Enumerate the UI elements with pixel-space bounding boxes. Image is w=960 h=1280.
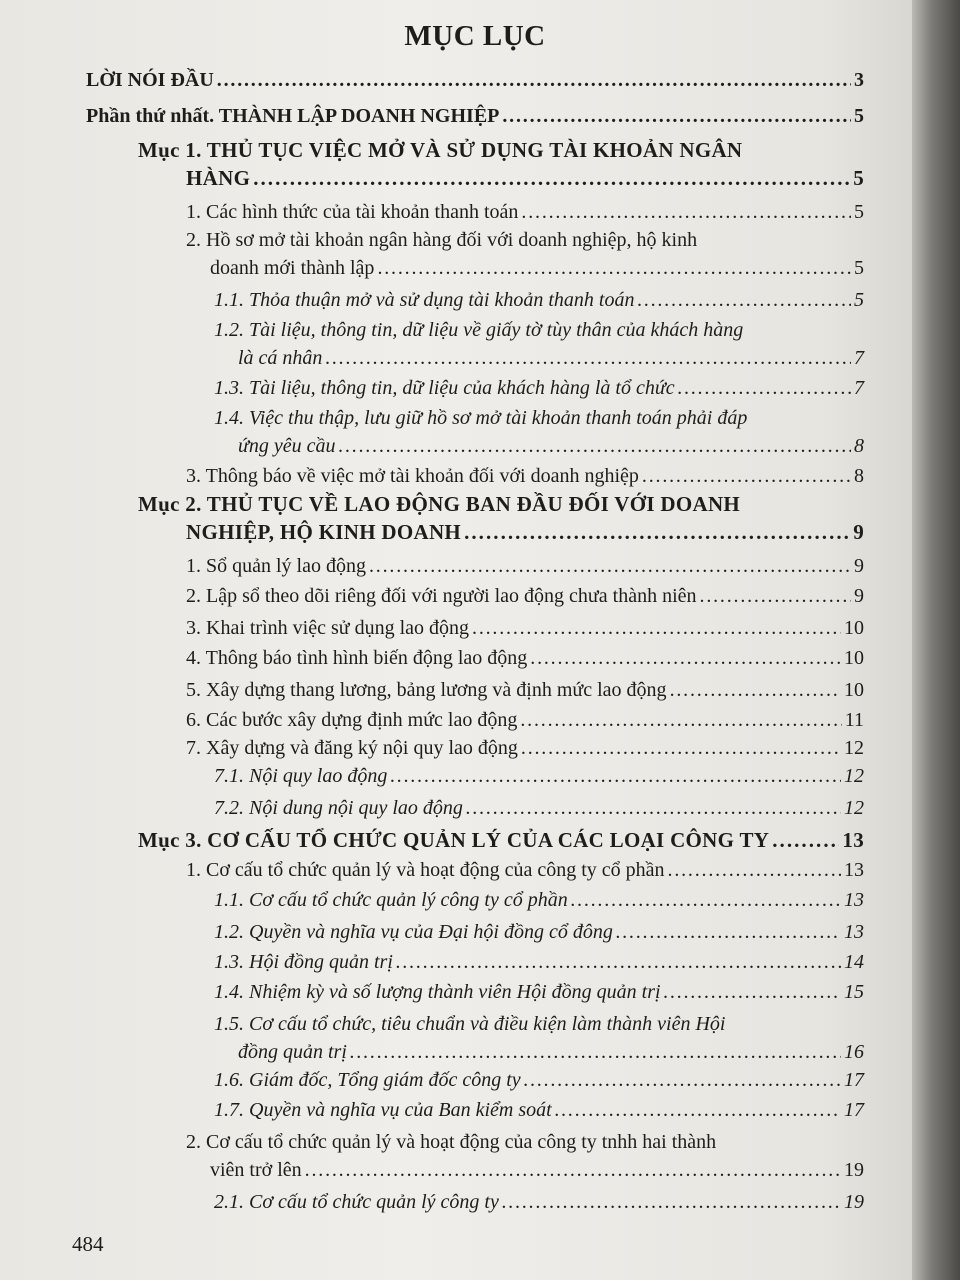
dot-leader [521,198,851,226]
dot-leader [521,734,841,762]
toc-page-number: 16 [844,1041,864,1063]
toc-entry [214,794,864,822]
toc-entry [138,490,864,546]
toc-page-number: 14 [844,951,864,973]
toc-entry-line [214,1010,864,1038]
toc-entry-line [186,706,864,734]
toc-entry [214,1096,864,1124]
toc-entry-line [214,1038,864,1066]
toc-entry [214,1066,864,1094]
toc-entry-title: 6. Các bước xây dựng định mức lao động [186,709,518,731]
toc-page-number: 15 [844,981,864,1003]
toc-entry-line [138,164,864,192]
toc-entry-line [214,886,864,914]
toc-entry-line [214,1096,864,1124]
toc-entry-line [186,254,864,282]
toc-page-number: 7 [854,377,864,399]
toc-entry [214,978,864,1006]
toc-entry-title: 1.4. Nhiệm kỳ và số lượng thành viên Hội đồng quản trị [214,981,661,1003]
dot-leader [377,254,851,282]
toc-entry-line [186,734,864,762]
dot-leader [253,164,850,192]
toc-entry-line [214,978,864,1006]
toc-entry-title: 7.1. Nội quy lao động [214,765,388,787]
toc-entry-line [138,826,864,854]
dot-leader [466,794,841,822]
toc-entry-title: 2.1. Cơ cấu tổ chức quản lý công ty [214,1191,499,1213]
toc-entry-line [214,344,864,372]
toc-entry-title: Mục 1. THỦ TỤC VIỆC MỞ VÀ SỬ DỤNG TÀI KHOẢN NGÂN [138,138,743,162]
toc-entry-line [86,102,864,130]
toc-entry-line [186,198,864,226]
toc-entry-title: doanh mới thành lập [210,257,375,279]
toc-entry-line [214,432,864,460]
toc-entry-title: 5. Xây dựng thang lương, bảng lương và định mức lao động [186,679,667,701]
dot-leader [555,1096,841,1124]
toc-page-number: 3 [854,69,864,91]
toc-entry [186,462,864,490]
toc-entry-title: 1.1. Cơ cấu tổ chức quản lý công ty cổ phần [214,889,568,911]
toc-entry-line [214,762,864,790]
toc-entry-title: ứng yêu cầu [238,435,336,457]
dot-leader [305,1156,841,1184]
dot-leader [472,614,841,642]
toc-entry-title: 1.5. Cơ cấu tổ chức, tiêu chuẩn và điều kiện làm thành viên Hội [214,1013,726,1035]
dot-leader [464,518,850,546]
toc-entry-title: 1.3. Tài liệu, thông tin, dữ liệu của khách hàng là tổ chức [214,377,675,399]
toc-entry [186,856,864,884]
toc-page-number: 5 [854,201,864,223]
toc-page-number: 10 [844,617,864,639]
toc-entry-title: 2. Hồ sơ mở tài khoản ngân hàng đối với doanh nghiệp, hộ kinh [186,229,698,251]
toc-page-number: 8 [854,435,864,457]
toc-entry [186,552,864,580]
toc-entry-line [186,1128,864,1156]
toc-entry-line [86,66,864,94]
toc-entry [214,404,864,460]
toc-page-number: 17 [844,1069,864,1091]
toc-page-number: 12 [844,797,864,819]
toc-entry [214,1010,864,1066]
page-number: 484 [72,1232,104,1256]
toc-entry-line [214,374,864,402]
dot-leader [369,552,851,580]
toc-entry [214,762,864,790]
toc-page-number: 13 [844,889,864,911]
toc-page-number: 10 [844,679,864,701]
toc-entry-title: 1.1. Thỏa thuận mở và sử dụng tài khoản thanh toán [214,289,635,311]
toc-entry-line [186,582,864,610]
toc-entry [138,826,864,854]
toc-entry-title: HÀNG [186,166,251,190]
toc-entry-title: 7.2. Nội dung nội quy lao động [214,797,463,819]
toc-entry-title: viên trở lên [210,1159,302,1181]
toc-entry-line [186,462,864,490]
toc-page-number: 7 [854,347,864,369]
dot-leader [642,462,851,490]
dot-leader [339,432,851,460]
toc-entry [214,1188,864,1216]
toc-entry [214,918,864,946]
toc-page-number: 9 [854,585,864,607]
toc-entry-title: 1.7. Quyền và nghĩa vụ của Ban kiểm soát [214,1099,552,1121]
toc-entry-title: 3. Khai trình việc sử dụng lao động [186,617,470,639]
toc-page-number: 11 [844,709,864,731]
toc-page-number: 9 [854,555,864,577]
toc-entry-line [214,286,864,314]
toc-entry [214,374,864,402]
toc-page-number: 17 [844,1099,864,1121]
toc-entry-title: 1. Các hình thức của tài khoản thanh toán [186,201,519,223]
dot-leader [396,948,841,976]
toc-entry [186,198,864,226]
toc-entry [214,316,864,372]
toc-page-number: 9 [853,520,864,544]
toc-entry-title: 1.3. Hội đồng quản trị [214,951,393,973]
toc-entry-title: là cá nhân [238,347,323,369]
toc-entry-title: 4. Thông báo tình hình biến động lao động [186,647,528,669]
toc-entry-title: 3. Thông báo về việc mở tài khoản đối với doanh nghiệp [186,465,639,487]
dot-leader [217,66,851,94]
dot-leader [530,644,841,672]
toc-page-number: 19 [844,1159,864,1181]
toc-entry-title: 1.4. Việc thu thập, lưu giữ hồ sơ mở tài khoản thanh toán phải đáp [214,407,748,429]
toc-entry-line [186,226,864,254]
dot-leader [325,344,851,372]
toc-page-number: 5 [853,166,864,190]
toc-entry-title: LỜI NÓI ĐẦU [86,69,214,91]
toc-page-number: 12 [844,737,864,759]
toc-page-number: 13 [842,828,864,852]
page-title: MỤC LỤC [404,20,546,52]
toc-entry [214,886,864,914]
dot-leader [668,856,841,884]
toc-entry-line [214,918,864,946]
toc-entry-line [186,644,864,672]
toc-entry [186,734,864,762]
toc-page-number: 19 [844,1191,864,1213]
toc-page-number: 13 [844,859,864,881]
toc-entry [138,136,864,192]
toc-page-number: 5 [854,257,864,279]
dot-leader [524,1066,841,1094]
toc-page-number: 13 [844,921,864,943]
toc-entry-title: Phần thứ nhất. THÀNH LẬP DOANH NGHIỆP [86,105,500,127]
toc-entry-line [214,316,864,344]
dot-leader [637,286,851,314]
toc-entry-title: NGHIỆP, HỘ KINH DOANH [186,520,462,544]
toc-entry-title: 1. Cơ cấu tổ chức quản lý và hoạt động của công ty cổ phần [186,859,665,881]
toc-entry-line [214,1066,864,1094]
dot-leader [502,1188,841,1216]
toc-entry [214,948,864,976]
toc-entry-line [186,856,864,884]
dot-leader [350,1038,841,1066]
toc-entry-line [214,794,864,822]
dot-leader [670,676,841,704]
toc-entry [86,66,864,94]
toc-entry-line [138,518,864,546]
toc-entry-title: Mục 2. THỦ TỤC VỀ LAO ĐỘNG BAN ĐẦU ĐỐI VỚI DOANH [138,492,741,516]
toc-page-number: 5 [854,289,864,311]
toc-entry-line [214,948,864,976]
toc-page-number: 12 [844,765,864,787]
toc-entry [186,614,864,642]
toc-entry-line [186,676,864,704]
toc-entry-line [214,1188,864,1216]
dot-leader [772,826,839,854]
book-page-edge [912,0,960,1280]
toc-entry [214,286,864,314]
toc-entry-title: 2. Lập sổ theo dõi riêng đối với người lao động chưa thành niên [186,585,697,607]
toc-page-number: 5 [854,105,864,127]
toc-page-number: 8 [854,465,864,487]
dot-leader [700,582,851,610]
toc-entry-title: 1.2. Quyền và nghĩa vụ của Đại hội đồng cổ đông [214,921,613,943]
toc-entry-line [138,136,864,164]
toc-entry [86,102,864,130]
toc-entry [186,226,864,282]
toc-entry [186,644,864,672]
toc-entry [186,582,864,610]
dot-leader [502,102,851,130]
toc-entry-line [186,1156,864,1184]
toc-entry-title: 1.2. Tài liệu, thông tin, dữ liệu về giấy tờ tùy thân của khách hàng [214,319,744,341]
dot-leader [520,706,841,734]
toc-entry-title: đồng quản trị [238,1041,347,1063]
toc-page-number: 10 [844,647,864,669]
dot-leader [616,918,841,946]
dot-leader [571,886,841,914]
toc-entry-line [214,404,864,432]
dot-leader [664,978,841,1006]
toc-entry-title: Mục 3. CƠ CẤU TỔ CHỨC QUẢN LÝ CỦA CÁC LOẠI CÔNG TY [138,828,770,852]
toc-entry [186,676,864,704]
dot-leader [678,374,851,402]
toc-entry-title: 2. Cơ cấu tổ chức quản lý và hoạt động của công ty tnhh hai thành [186,1131,717,1153]
toc-entry [186,1128,864,1184]
toc-entry [186,706,864,734]
dot-leader [390,762,841,790]
toc-entry-line [186,552,864,580]
toc-entry-title: 1. Sổ quản lý lao động [186,555,366,577]
toc-entry-line [138,490,864,518]
toc-entry-title: 1.6. Giám đốc, Tổng giám đốc công ty [214,1069,521,1091]
toc-entry-line [186,614,864,642]
toc-entry-title: 7. Xây dựng và đăng ký nội quy lao động [186,737,518,759]
